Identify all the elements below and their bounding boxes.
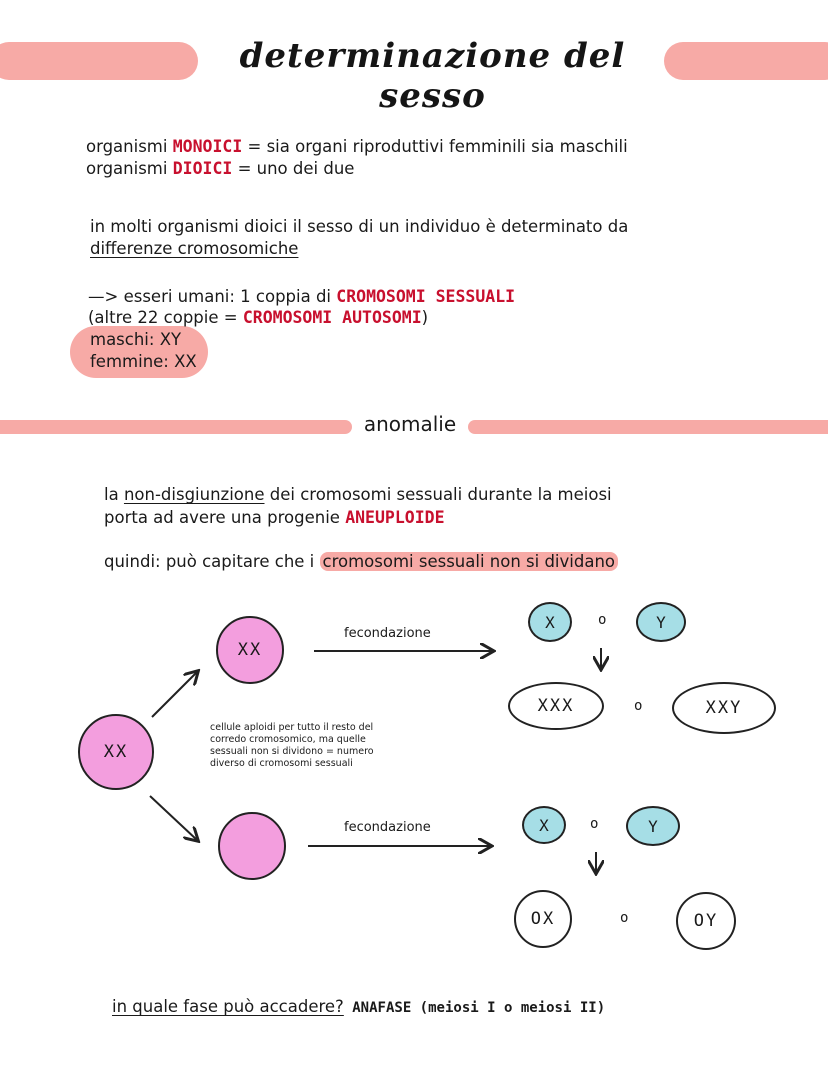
para-line-2: differenze cromosomiche (90, 239, 299, 258)
anomalie-line-1-suffix: dei cromosomi sessuali durante la meiosi (264, 485, 612, 504)
top-cell: XX (216, 616, 284, 684)
footer-question: in quale fase può accadere? (112, 997, 344, 1016)
anomalie-line-3-prefix: quindi: può capitare che i (104, 552, 320, 571)
monoici-suffix: = sia organi riproduttivi femminili sia maschili (242, 137, 628, 156)
note-line-4: diverso di cromosomi sessuali (210, 758, 353, 769)
cromosomi-sessuali-term: CROMOSOMI SESSUALI (336, 287, 516, 306)
note-line-2: corredo cromosomico, ma quelle (210, 734, 366, 745)
bottom-gamete-separator: o (590, 816, 599, 832)
result-oy: OY (676, 892, 736, 950)
para-line-1: in molti organismi dioici il sesso di un individuo è determinato da (90, 217, 629, 236)
anomalie-line-2-prefix: porta ad avere una progenie (104, 508, 346, 527)
highlight-cromosomi-non-divisi: cromosomi sessuali non si dividano (320, 552, 619, 571)
top-gamete-y: Y (636, 602, 686, 642)
section-heading-anomalie: anomalie (352, 411, 468, 437)
monoici-term: MONOICI (172, 137, 243, 156)
arrow-to-top-cell (152, 672, 197, 717)
result-xxx: XXX (508, 682, 604, 730)
note-line-3: sessuali non si dividono = numero (210, 746, 374, 757)
result-ox: OX (514, 890, 572, 948)
dioici-suffix: = uno dei due (232, 159, 355, 178)
diagram-note (210, 722, 374, 770)
parent-cell: XX (78, 714, 154, 790)
arrow-to-bottom-cell (150, 796, 197, 840)
page-title: determinazione del sesso (239, 36, 626, 116)
anomalie-line-1-prefix: la (104, 485, 124, 504)
males-line: maschi: XY (90, 330, 182, 349)
note-line-1: cellule aploidi per tutto il resto del (210, 722, 374, 733)
aneuploide-term: ANEUPLOIDE (345, 508, 445, 527)
bottom-cell (218, 812, 286, 880)
top-gamete-separator: o (598, 612, 607, 628)
monoici-prefix: organismi (86, 137, 173, 156)
dioici-term: DIOICI (172, 159, 233, 178)
humans-line-1-prefix: —> esseri umani: 1 coppia di (88, 287, 337, 306)
humans-line-2-suffix: ) (421, 308, 429, 327)
humans-line-2-prefix: (altre 22 coppie = (88, 308, 243, 327)
dioici-prefix: organismi (86, 159, 173, 178)
non-disgiunzione-term: non-disgiunzione (123, 485, 265, 504)
footer-question-line (112, 996, 605, 1019)
bottom-gamete-y: Y (626, 806, 680, 846)
top-gamete-x: X (528, 602, 572, 642)
result-xxy: XXY (672, 682, 776, 734)
bottom-result-separator: o (620, 910, 629, 926)
females-line: femmine: XX (90, 352, 197, 371)
top-fecondazione-label: fecondazione (344, 626, 431, 641)
bottom-gamete-x: X (522, 806, 566, 844)
cromosomi-autosomi-term: CROMOSOMI AUTOSOMI (242, 308, 422, 327)
top-result-separator: o (634, 698, 643, 714)
bottom-fecondazione-label: fecondazione (344, 820, 431, 835)
footer-answer: ANAFASE (meiosi I o meiosi II) (343, 1000, 606, 1016)
